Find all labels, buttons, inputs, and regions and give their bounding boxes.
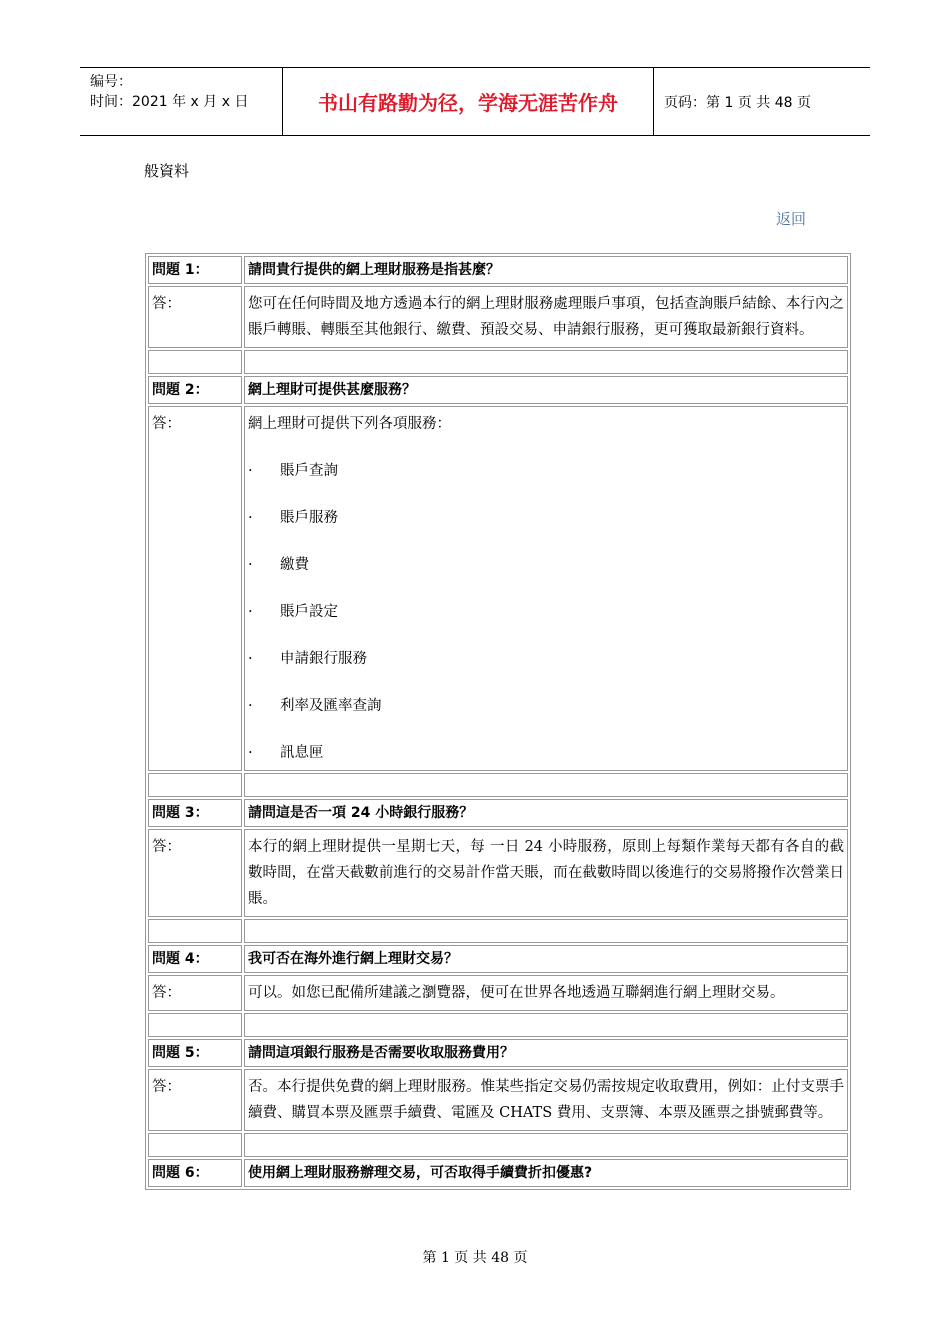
question-label: 問題 2： — [148, 376, 242, 404]
bullet-icon: · — [248, 651, 253, 667]
answer-cell — [244, 286, 848, 348]
faq-question-row — [148, 376, 848, 404]
answer-cell — [244, 829, 848, 917]
faq-spacer-row — [148, 773, 848, 797]
faq-spacer-row — [148, 350, 848, 374]
answer-text: 否。本行提供免費的網上理財服務。惟某些指定交易仍需按規定收取費用，例如：止付支票手續費、購買本票及匯票手續費、電匯及 CHATS 費用、支票簿、本票及匯票之掛號郵費等。 — [248, 1079, 844, 1121]
service-list-label: 賬戶設定 — [280, 604, 338, 620]
spacer-cell — [148, 1133, 242, 1157]
spacer-cell — [148, 350, 242, 374]
faq-answer-row — [148, 975, 848, 1011]
question-label: 問題 5： — [148, 1039, 242, 1067]
answer-label: 答： — [148, 1069, 242, 1131]
spacer-cell — [244, 1133, 848, 1157]
bullet-icon: · — [248, 745, 253, 761]
service-list-label: 繳費 — [280, 557, 309, 573]
bullet-icon: · — [248, 557, 253, 573]
bullet-icon: · — [248, 463, 253, 479]
service-list-item — [248, 646, 844, 672]
answer-label: 答： — [148, 829, 242, 917]
question-text: 請問這項銀行服務是否需要收取服務費用？ — [244, 1039, 848, 1067]
spacer-cell — [244, 1013, 848, 1037]
header-motto: 书山有路勤为径，学海无涯苦作舟 — [282, 68, 654, 135]
page-footer: 第 1 页 共 48 页 — [422, 1250, 528, 1266]
faq-answer-row — [148, 829, 848, 917]
answer-text: 您可在任何時間及地方透過本行的網上理財服務處理賬戶事項，包括查詢賬戶結餘、本行內之賬戶轉賬、轉賬至其他銀行、繳費、預設交易、申請銀行服務，更可獲取最新銀行資料。 — [248, 296, 844, 338]
document-header — [80, 67, 870, 136]
faq-question-row — [148, 1039, 848, 1067]
service-list-label: 訊息匣 — [280, 745, 324, 761]
service-list-item — [248, 458, 844, 484]
question-text: 請問這是否一項 24 小時銀行服務？ — [244, 799, 848, 827]
header-meta — [80, 68, 282, 135]
faq-answer-row — [148, 286, 848, 348]
service-list-label: 賬戶服務 — [280, 510, 338, 526]
faq-answer-row — [148, 1069, 848, 1131]
service-list-item — [248, 740, 844, 766]
faq-spacer-row — [148, 1133, 848, 1157]
service-list-item — [248, 693, 844, 719]
spacer-cell — [244, 919, 848, 943]
spacer-cell — [244, 773, 848, 797]
bullet-icon: · — [248, 510, 253, 526]
service-list-label: 賬戶查詢 — [280, 463, 338, 479]
question-text: 請問貴行提供的網上理財服務是指甚麼？ — [244, 256, 848, 284]
service-list-label: 申請銀行服務 — [280, 651, 367, 667]
answer-text: 本行的網上理財提供一星期七天，每 一日 24 小時服務，原則上每類作業每天都有各自的截數時間，在當天截數前進行的交易計作當天賬，而在截數時間以後進行的交易將撥作次營業日賬。 — [248, 839, 844, 907]
answer-text: 網上理財可提供下列各項服務： — [248, 416, 451, 432]
answer-label: 答： — [148, 406, 242, 771]
spacer-cell — [148, 773, 242, 797]
faq-spacer-row — [148, 919, 848, 943]
bullet-icon: · — [248, 698, 253, 714]
header-page-info: 页码：第 1 页 共 48 页 — [664, 94, 811, 111]
service-list-item — [248, 599, 844, 625]
answer-cell — [244, 975, 848, 1011]
faq-question-row — [148, 1159, 848, 1187]
faq-question-row — [148, 799, 848, 827]
faq-spacer-row — [148, 1013, 848, 1037]
faq-answer-row — [148, 406, 848, 771]
answer-text: 可以。如您已配備所建議之瀏覽器，便可在世界各地透過互聯網進行網上理財交易。 — [248, 985, 785, 1001]
service-list-item — [248, 552, 844, 578]
answer-cell — [244, 1069, 848, 1131]
answer-label: 答： — [148, 975, 242, 1011]
question-text: 網上理財可提供甚麼服務？ — [244, 376, 848, 404]
document-date: 时间：2021 年 x 月 x 日 — [90, 94, 249, 110]
question-label: 問題 6： — [148, 1159, 242, 1187]
section-title: 般資料 — [144, 162, 190, 180]
back-link[interactable]: 返回 — [776, 210, 807, 228]
service-list-label: 利率及匯率查詢 — [280, 698, 382, 714]
faq-table — [145, 253, 851, 1190]
faq-question-row — [148, 945, 848, 973]
answer-label: 答： — [148, 286, 242, 348]
question-label: 問題 1： — [148, 256, 242, 284]
faq-question-row — [148, 256, 848, 284]
bullet-icon: · — [248, 604, 253, 620]
spacer-cell — [148, 919, 242, 943]
service-list-item — [248, 505, 844, 531]
answer-cell — [244, 406, 848, 771]
question-text: 我可否在海外進行網上理財交易？ — [244, 945, 848, 973]
spacer-cell — [244, 350, 848, 374]
question-label: 問題 3： — [148, 799, 242, 827]
question-label: 問題 4： — [148, 945, 242, 973]
spacer-cell — [148, 1013, 242, 1037]
question-text: 使用網上理財服務辦理交易，可否取得手續費折扣優惠? — [244, 1159, 848, 1187]
document-number: 编号： — [90, 74, 132, 90]
